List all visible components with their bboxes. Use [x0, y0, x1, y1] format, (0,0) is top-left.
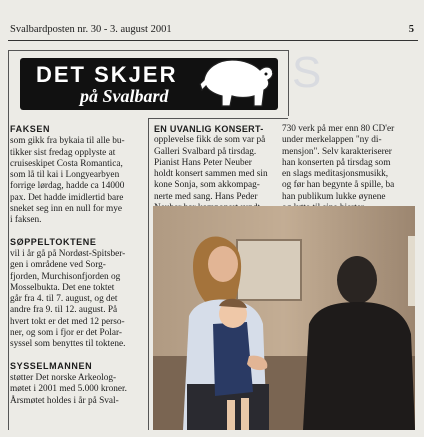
section-soppeltoktene	[10, 237, 146, 351]
body-line: som gikk fra bykaia til alle bu-	[10, 136, 125, 147]
wall-painting	[237, 240, 301, 300]
body-line: en slags meditasjonsmusikk,	[282, 169, 389, 180]
concert-photo	[153, 206, 415, 430]
body-line: tikker sist fredag opplyste at	[10, 147, 116, 158]
section-body	[10, 373, 146, 407]
banner-bottom-rule	[148, 118, 288, 119]
running-head	[10, 24, 414, 38]
wall-panel	[408, 236, 415, 306]
article-middle-column	[154, 124, 272, 214]
body-line: forrige lørdag, hadde ca 14000	[10, 181, 125, 192]
body-line: han konserten på tirsdag som	[282, 157, 391, 168]
banner-title: DET SKJER	[36, 62, 178, 87]
body-line: under merkelappen "ny di-	[282, 135, 382, 146]
body-line: andre fra 9. til 12. august. På	[10, 305, 118, 316]
body-line: opplevelse fikk de som var på	[154, 135, 266, 146]
body-line: Årsmøtet holdes i år på Sval-	[10, 395, 119, 406]
body-line: cruiseskipet Costa Romantica,	[10, 158, 123, 169]
body-line: vil i år gå på Nordøst-Spitsber-	[10, 248, 126, 259]
publication-line: Svalbardposten nr. 30 - 3. august 2001	[10, 24, 172, 35]
body-line: fjorden, Murchisonfjorden og	[10, 271, 121, 282]
header-rule	[8, 40, 418, 41]
section-body	[10, 249, 146, 351]
body-line: kone Sonja, som akkompag-	[154, 180, 260, 191]
body-line: gen i områdene ved Sorg-	[10, 260, 106, 271]
section-heading: SYSSELMANNEN	[10, 360, 93, 371]
body-line: ner, og som i fjor er det Polar-	[10, 328, 123, 339]
body-line: syssel som benyttes til toktene.	[10, 339, 126, 350]
body-line: som lå til kai i Longyearbyen	[10, 170, 120, 181]
polar-bear-icon	[198, 50, 278, 112]
body-line: hvert tokt er det med 12 perso-	[10, 316, 125, 327]
body-line: pax. Det hadde imidlertid bare	[10, 192, 124, 203]
frame-right-rule	[288, 50, 289, 116]
article-heading: EN UVANLIG KONSERT-	[154, 124, 264, 134]
audience-body	[303, 302, 415, 430]
body-line: møtet i 2001 med 5.000 kroner.	[10, 384, 127, 395]
article-right-column	[282, 124, 414, 214]
baby-carrier	[213, 322, 253, 396]
baby-leg	[241, 398, 249, 430]
body-line: nerte med sang. Hans Peder	[154, 191, 258, 202]
section-body	[10, 136, 146, 226]
body-line: Pianist Hans Peter Neuber	[154, 157, 252, 168]
article-body-middle	[154, 135, 272, 214]
body-line: går fra 4. til 7. august, og det	[10, 294, 118, 305]
body-line: sneket seg inn en null for mye	[10, 204, 123, 215]
audience-head	[337, 256, 377, 304]
body-line: Mosselbukta. Det ene toktet	[10, 282, 115, 293]
section-sysselmannen	[10, 361, 146, 407]
body-line: han publikum lukke øynene	[282, 191, 386, 202]
body-line: og før han begynte å spille, ba	[282, 180, 395, 191]
body-line: holdt konsert sammen med sin	[154, 169, 268, 180]
column-rule-left	[148, 118, 149, 430]
body-line: 730 verk på mer enn 80 CD'er	[282, 124, 395, 134]
section-faksen	[10, 124, 146, 227]
page-number: 5	[408, 24, 414, 35]
body-line: mensjon". Selv karakteriserer	[282, 146, 392, 157]
frame-left-rule	[8, 50, 9, 430]
body-line: støtter Det norske Arkeolog-	[10, 372, 117, 383]
article-body-right	[282, 124, 414, 214]
faded-background-lettering: S	[292, 48, 326, 97]
banner-subtitle: på Svalbard	[80, 86, 169, 106]
body-line: i faksen.	[10, 215, 42, 226]
body-line: Galleri Svalbard på tirsdag.	[154, 146, 257, 157]
left-column	[10, 124, 146, 407]
baby-leg	[227, 400, 235, 430]
section-heading: SØPPELTOKTENE	[10, 236, 97, 247]
singer-face	[208, 246, 238, 282]
section-heading: FAKSEN	[10, 124, 51, 134]
